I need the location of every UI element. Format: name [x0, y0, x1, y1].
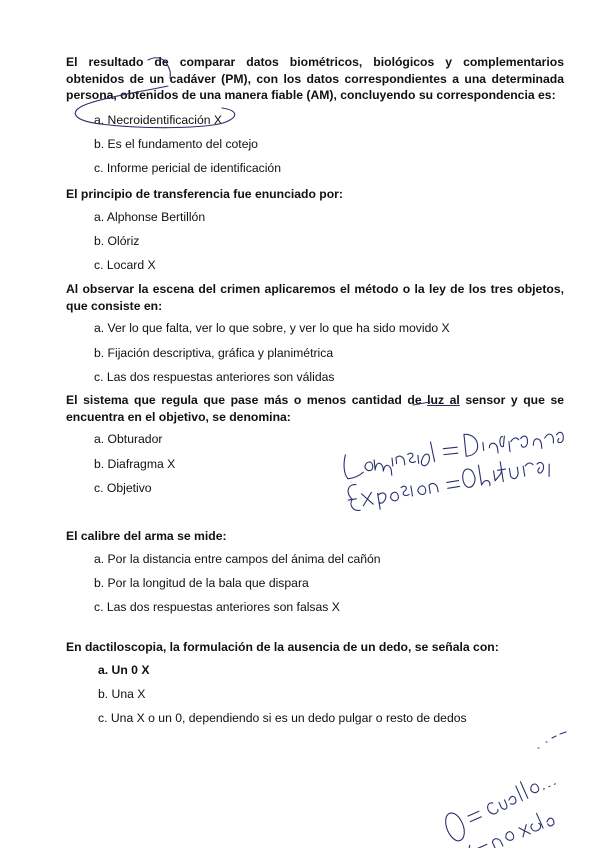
question-3-option-c: c. Las dos respuestas anteriores son válidas: [94, 370, 335, 384]
question-5: El calibre del arma se mide:: [66, 529, 227, 543]
question-3: Al observar la escena del crimen aplicaremos el método o la ley de los tres objetos, que consiste en:: [66, 282, 564, 313]
question-6: En dactiloscopia, la formulación de la ausencia de un dedo, se señala con:: [66, 640, 499, 654]
question-4: [66, 392, 564, 425]
question-6-option-a: a. Un 0 X: [98, 663, 150, 677]
question-2: El principio de transferencia fue enunciado por:: [66, 187, 343, 201]
ink-dots: [538, 732, 566, 748]
question-5-option-a: a. Por la distancia entre campos del ánima del cañón: [94, 552, 381, 566]
handwritten-note-luminosidad: [342, 424, 565, 480]
question-1-option-b: b. Es el fundamento del cotejo: [94, 137, 258, 151]
question-2-option-a: a. Alphonse Bertillón: [94, 210, 206, 224]
question-1-option-c: c. Informe pericial de identificación: [94, 161, 281, 175]
question-5-option-c: c. Las dos respuestas anteriores son falsas X: [94, 600, 340, 614]
handwritten-note-cero: [442, 769, 561, 843]
question-4-underlined-text: luz al: [427, 393, 460, 407]
question-4-option-a: a. Obturador: [94, 432, 163, 446]
question-4-option-b: b. Diafragma X: [94, 457, 176, 471]
question-4-text-before: El sistema que regula que pase más o menos cantidad de: [66, 393, 428, 407]
question-4-text-after: sensor y que se encuentra en el objetivo, se denomina:: [66, 393, 564, 424]
question-2-option-c: c. Locard X: [94, 258, 156, 272]
question-5-option-b: b. Por la longitud de la bala que dispara: [94, 576, 309, 590]
handwritten-note-x: [458, 808, 555, 848]
question-1: El resultado de comparar datos biométricos, biológicos y complementarios obtenidos de un cadáver (PM), con los datos correspondientes a una determinada persona, obtenidos de una manera fiable (AM), concluyendo su correspondencia es:: [66, 55, 564, 102]
question-1-option-a: a. Necroidentificación X: [94, 113, 223, 127]
question-3-option-b: b. Fijación descriptiva, gráfica y planimétrica: [94, 346, 334, 360]
question-4-option-c: c. Objetivo: [94, 481, 152, 495]
question-6-option-b: b. Una X: [98, 687, 146, 701]
handwritten-note-exposicion: [346, 454, 552, 514]
question-3-option-a: a. Ver lo que falta, ver lo que sobre, y ver lo que ha sido movido X: [94, 321, 450, 335]
question-6-option-c: c. Una X o un 0, dependiendo si es un dedo pulgar o resto de dedos: [98, 711, 467, 725]
question-2-option-b: b. Olóriz: [94, 234, 140, 248]
